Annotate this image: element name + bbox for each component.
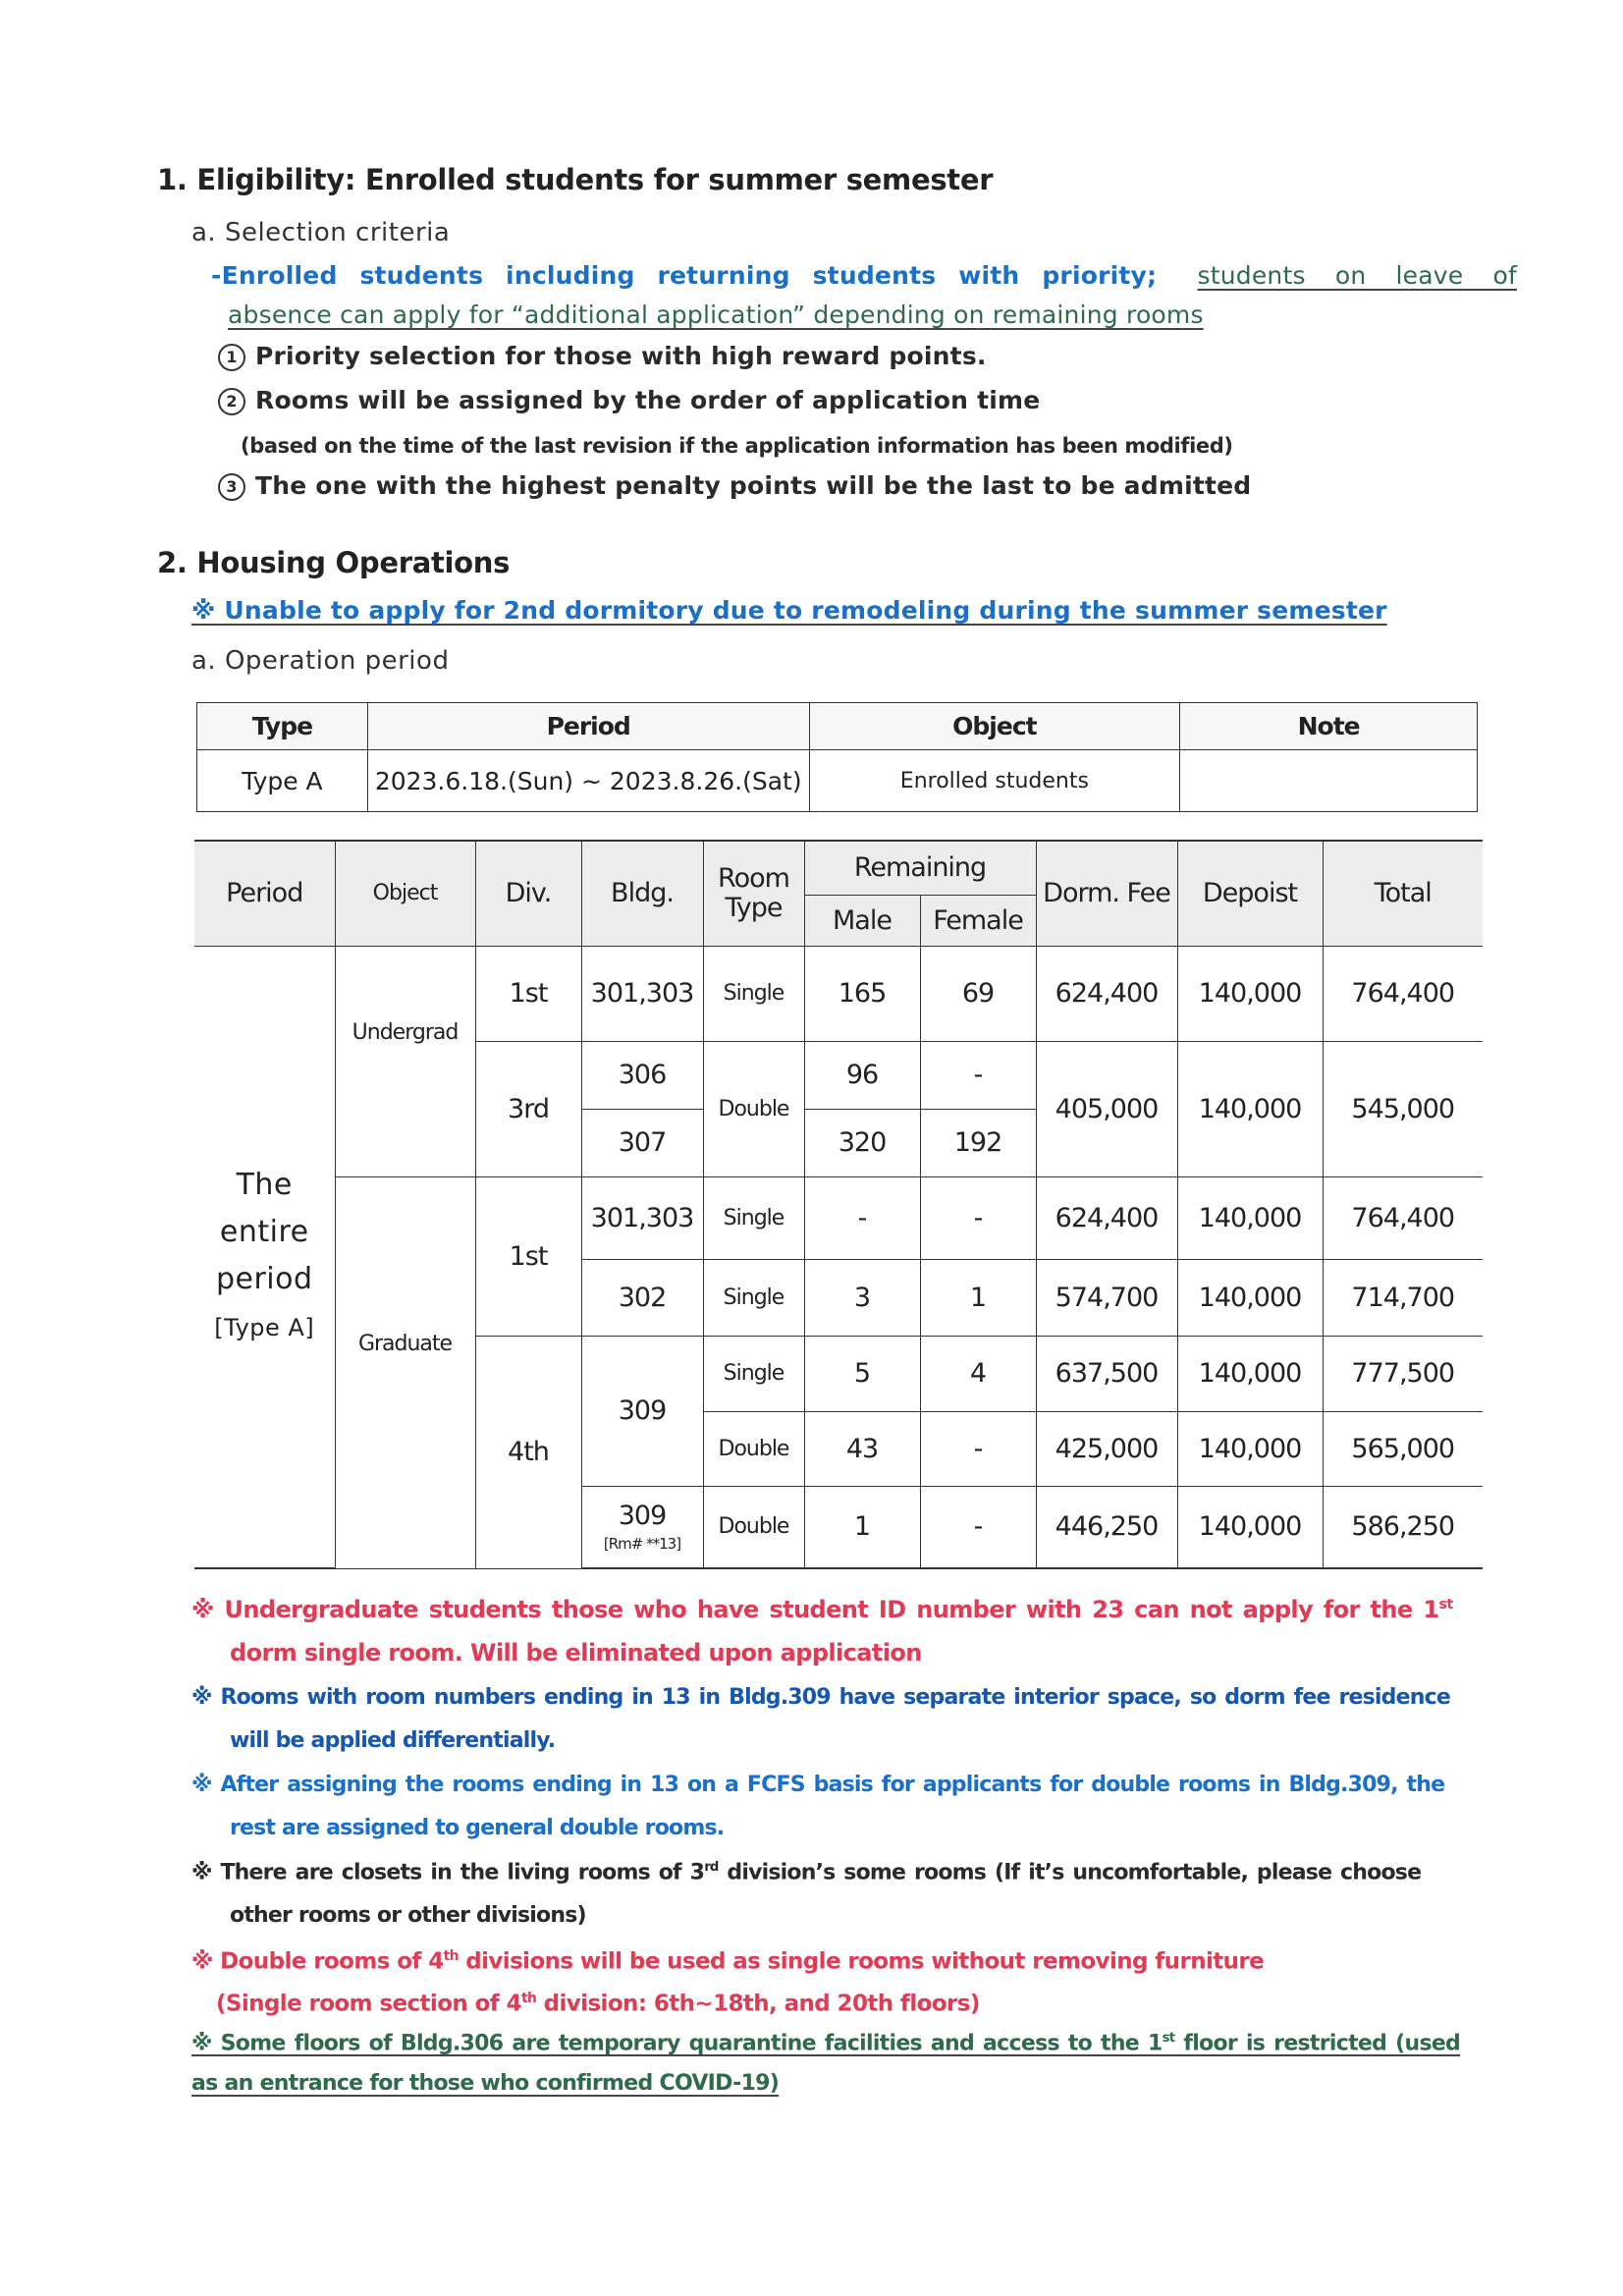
circled-number-3: 3	[218, 473, 245, 501]
note-student-id-23-cont: dorm single room. Will be eliminated upon application	[230, 1639, 922, 1667]
header-object: Object	[809, 703, 1180, 750]
section-1-title: 1. Eligibility: Enrolled students for summer semester	[157, 163, 994, 196]
note-rooms-ending-13-cont: will be applied differentially.	[230, 1728, 556, 1753]
female-cell: 4	[920, 1336, 1036, 1411]
table-row	[194, 1176, 1483, 1259]
male-cell: 96	[804, 1041, 920, 1109]
selection-criteria-heading: a. Selection criteria	[191, 218, 451, 247]
div-cell: 4th	[475, 1336, 581, 1568]
table-row	[197, 750, 1478, 812]
dorm-fee-cell: 624,400	[1036, 946, 1177, 1041]
note-closets-cont: other rooms or other divisions)	[230, 1903, 586, 1928]
dorm-fee-cell: 446,250	[1036, 1486, 1177, 1568]
female-cell: 1	[920, 1259, 1036, 1336]
header-female: Female	[920, 895, 1036, 946]
table-row	[194, 946, 1483, 1041]
male-cell: 5	[804, 1336, 920, 1411]
note-single-section: (Single room section of 4th division: 6th~18th, and 20th floors)	[216, 1991, 980, 2017]
bldg-cell: 309	[581, 1336, 703, 1486]
dorm-fee-cell: 574,700	[1036, 1259, 1177, 1336]
male-cell: 1	[804, 1486, 920, 1568]
note-rooms-ending-13: ※ Rooms with room numbers ending in 13 in Bldg.309 have separate interior space, so dorm fee residence	[191, 1685, 1450, 1710]
room-type-cell: Double	[703, 1486, 804, 1568]
female-cell: 69	[920, 946, 1036, 1041]
div-cell: 1st	[475, 1176, 581, 1336]
dorm-fee-cell: 624,400	[1036, 1176, 1177, 1259]
room-type-cell: Double	[703, 1411, 804, 1486]
note-quarantine: ※ Some floors of Bldg.306 are temporary quarantine facilities and access to the 1st floor is restricted (used	[191, 2031, 1461, 2056]
female-cell: -	[920, 1486, 1036, 1568]
deposit-cell: 140,000	[1177, 1411, 1323, 1486]
header-object: Object	[335, 841, 475, 946]
note-fcfs-assignment-cont: rest are assigned to general double rooms.	[230, 1816, 725, 1840]
div-cell: 3rd	[475, 1041, 581, 1176]
header-period: Period	[367, 703, 809, 750]
deposit-cell: 140,000	[1177, 946, 1323, 1041]
bldg-cell: 307	[581, 1109, 703, 1176]
note-fcfs-assignment: ※ After assigning the rooms ending in 13 on a FCFS basis for applicants for double rooms in Bldg.309, the	[191, 1773, 1445, 1797]
header-bldg: Bldg.	[581, 841, 703, 946]
room-type-cell: Single	[703, 946, 804, 1041]
bldg-cell: 306	[581, 1041, 703, 1109]
total-cell: 777,500	[1323, 1336, 1483, 1411]
deposit-cell: 140,000	[1177, 1041, 1323, 1176]
criteria-item-3: 3 The one with the highest penalty points will be the last to be admitted	[218, 471, 1251, 501]
total-cell: 545,000	[1323, 1041, 1483, 1176]
room-type-cell: Double	[703, 1041, 804, 1176]
female-cell: -	[920, 1411, 1036, 1486]
operation-period-heading: a. Operation period	[191, 646, 450, 676]
criteria-item-2-note: (based on the time of the last revision if the application information has been modified)	[241, 434, 1233, 458]
room-type-cell: Single	[703, 1336, 804, 1411]
dorm-fee-cell: 637,500	[1036, 1336, 1177, 1411]
bldg-cell: 302	[581, 1259, 703, 1336]
deposit-cell: 140,000	[1177, 1486, 1323, 1568]
total-cell: 565,000	[1323, 1411, 1483, 1486]
note-student-id-23: ※ Undergraduate students those who have student ID number with 23 can not apply for the 1st	[191, 1596, 1453, 1623]
male-cell: -	[804, 1176, 920, 1259]
female-cell: 192	[920, 1109, 1036, 1176]
dorm-fee-table	[194, 840, 1483, 1569]
room-number-note: [Rm# **13]	[603, 1535, 681, 1554]
deposit-cell: 140,000	[1177, 1176, 1323, 1259]
header-dorm-fee: Dorm. Fee	[1036, 841, 1177, 946]
circled-number-1: 1	[218, 344, 245, 371]
header-period: Period	[194, 841, 335, 946]
cell-note	[1180, 750, 1478, 812]
cell-period: 2023.6.18.(Sun) ~ 2023.8.26.(Sat)	[367, 750, 809, 812]
criteria-item-2: 2 Rooms will be assigned by the order of application time	[218, 386, 1040, 415]
male-cell: 165	[804, 946, 920, 1041]
dorm-fee-cell: 425,000	[1036, 1411, 1177, 1486]
dormitory-remodeling-notice: ※ Unable to apply for 2nd dormitory due to remodeling during the summer semester	[191, 596, 1387, 625]
criteria-line-1	[211, 261, 1517, 290]
deposit-cell: 140,000	[1177, 1336, 1323, 1411]
note-quarantine-cont: as an entrance for those who confirmed COVID-19)	[191, 2071, 780, 2096]
operation-period-table	[196, 702, 1478, 812]
object-graduate: Graduate	[335, 1176, 475, 1568]
header-male: Male	[804, 895, 920, 946]
criteria-priority-text: -Enrolled students including returning students with priority;	[211, 261, 1158, 290]
male-cell: 320	[804, 1109, 920, 1176]
total-cell: 586,250	[1323, 1486, 1483, 1568]
table-header-row	[194, 841, 1483, 895]
period-cell: The entire period [Type A]	[194, 946, 335, 1568]
object-undergrad: Undergrad	[335, 946, 475, 1176]
male-cell: 43	[804, 1411, 920, 1486]
header-deposit: Depoist	[1177, 841, 1323, 946]
room-type-cell: Single	[703, 1259, 804, 1336]
header-type: Type	[197, 703, 368, 750]
bldg-cell: 301,303	[581, 1176, 703, 1259]
note-closets: ※ There are closets in the living rooms of 3rd division’s some rooms (If it’s uncomfortable, please choose	[191, 1860, 1422, 1886]
cell-type: Type A	[197, 750, 368, 812]
total-cell: 764,400	[1323, 946, 1483, 1041]
header-total: Total	[1323, 841, 1483, 946]
circled-number-2: 2	[218, 388, 245, 415]
total-cell: 714,700	[1323, 1259, 1483, 1336]
male-cell: 3	[804, 1259, 920, 1336]
total-cell: 764,400	[1323, 1176, 1483, 1259]
bldg-cell: 309 [Rm# **13]	[581, 1486, 703, 1568]
header-room-type: Room Type	[703, 841, 804, 946]
header-note: Note	[1180, 703, 1478, 750]
deposit-cell: 140,000	[1177, 1259, 1323, 1336]
criteria-leave-text: students on leave of	[1197, 261, 1517, 290]
div-cell: 1st	[475, 946, 581, 1041]
room-type-cell: Single	[703, 1176, 804, 1259]
female-cell: -	[920, 1176, 1036, 1259]
criteria-item-1: 1 Priority selection for those with high reward points.	[218, 342, 987, 371]
header-div: Div.	[475, 841, 581, 946]
bldg-cell: 301,303	[581, 946, 703, 1041]
header-remaining: Remaining	[804, 841, 1036, 895]
section-2-title: 2. Housing Operations	[157, 546, 511, 579]
cell-object: Enrolled students	[809, 750, 1180, 812]
female-cell: -	[920, 1041, 1036, 1109]
table-header-row	[197, 703, 1478, 750]
dorm-fee-cell: 405,000	[1036, 1041, 1177, 1176]
criteria-line-2: absence can apply for “additional application” depending on remaining rooms	[228, 301, 1204, 329]
note-double-as-single: ※ Double rooms of 4th divisions will be used as single rooms without removing furniture	[191, 1948, 1265, 1975]
